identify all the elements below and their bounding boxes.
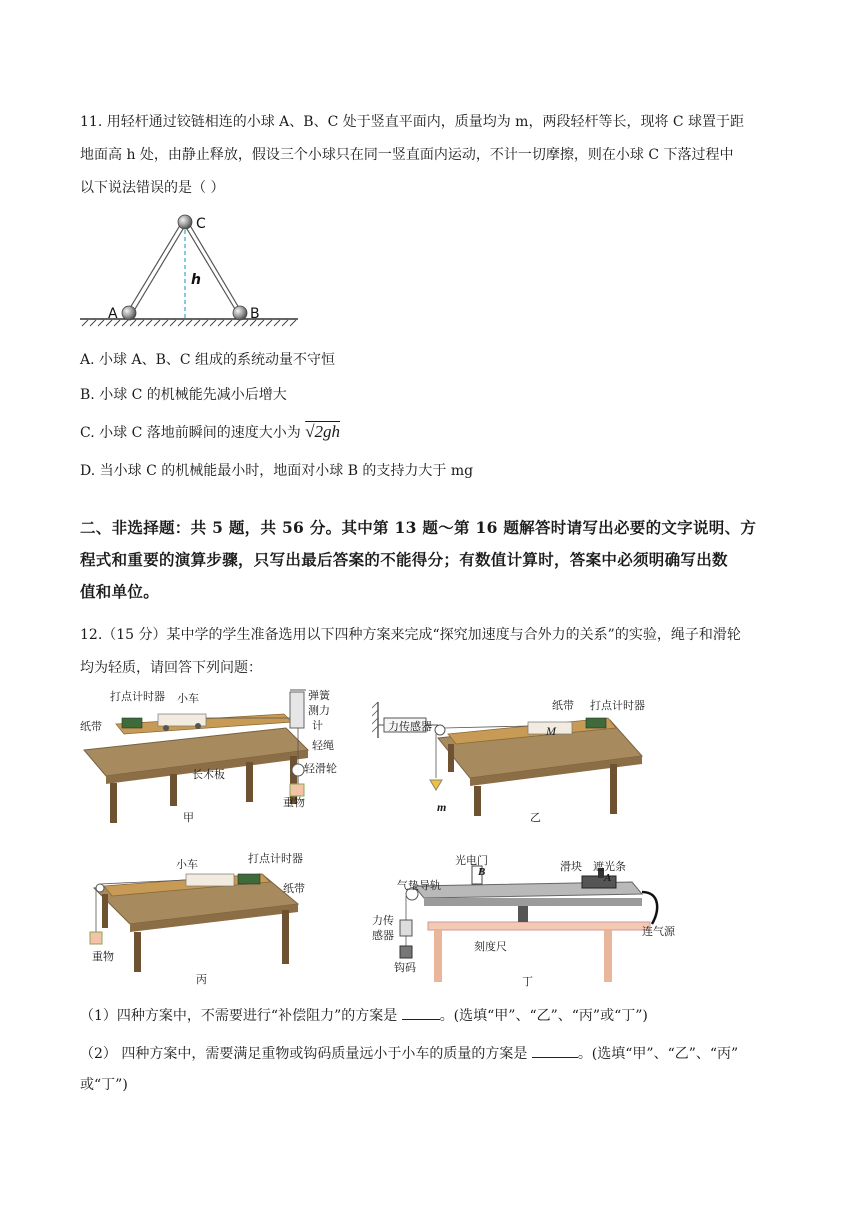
q11-option-b: B. 小球 C 的机械能先减小后增大 [80,387,287,403]
label-A: A [108,306,118,322]
ding-caption: 丁 [522,975,533,988]
ding-ruler-label: 刻度尺 [474,940,507,953]
ball-C [178,215,192,229]
bing-timer-label: 打点计时器 [248,852,303,865]
q12-sub2-answer-blank[interactable] [532,1043,578,1058]
jia-spring-label-2: 测力 [308,704,330,717]
q12-text-line1: 12.（15 分）某中学的学生准备选用以下四种方案来完成“探究加速度与合外力的关系”的实验，绳子和滑轮 [80,627,741,643]
jia-weight-label: 重物 [283,796,305,809]
section2-heading-line3: 值和单位。 [80,582,160,601]
jia-caption: 甲 [183,811,194,824]
q11-option-c-formula: √2gh [305,422,341,441]
ding-sensor-label-1: 力传 [372,914,394,927]
jia-rope-label: 轻绳 [312,739,334,752]
yi-timer-label: 打点计时器 [590,699,645,712]
ding-hook-label: 钩码 [394,961,416,974]
q11-text-line1: 11. 用轻杆通过铰链相连的小球 A、B、C 处于竖直平面内，质量均为 m，两段轻杆等长，现将 C 球置于距 [80,114,745,130]
label-B: B [250,306,260,322]
q11-option-a: A. 小球 A、B、C 组成的系统动量不守恒 [80,352,336,368]
label-h: h [191,272,201,288]
figure-bing [86,860,310,978]
jia-spring-label-1: 弹簧 [308,689,330,702]
q12-sub2 [80,1043,780,1064]
yi-mass-M-label: M [546,724,556,738]
yi-caption: 乙 [530,811,541,824]
ding-air-label: 连气源 [642,925,675,938]
figure-yi [372,698,646,822]
ding-A-label: A [604,872,612,884]
q12-sub1-text: （1）四种方案中，不需要进行“补偿阻力”的方案是 [80,1008,398,1024]
q12-sub2-text: （2） 四种方案中，需要满足重物或钩码质量远小于小车的质量的方案是 [80,1046,528,1062]
ding-sensor-label-2: 感器 [372,929,394,942]
jia-tape-label: 纸带 [80,720,102,733]
q12-sub1-tail: 。(选填“甲”、“乙”、“丙”或“丁”) [439,1008,648,1024]
jia-cart-label: 小车 [177,692,199,705]
jia-board-label: 长木板 [192,768,225,781]
q11-text-line2: 地面高 h 处，由静止释放，假设三个小球只在同一竖直面内运动，不计一切摩擦，则在小球 C 下落过程中 [80,147,734,163]
ding-track-label: 气垫导轨 [397,879,441,892]
yi-tape-label: 纸带 [552,699,574,712]
q11-figure-triangle [78,210,302,330]
ding-B-label: B [478,866,486,878]
q12-sub2-tail: 。(选填“甲”、“乙”、“丙” [577,1046,739,1062]
bing-caption: 丙 [196,973,207,986]
bing-weight-label: 重物 [92,950,114,963]
label-C: C [196,216,206,232]
jia-timer-label: 打点计时器 [110,690,165,703]
q12-sub1 [80,1005,780,1026]
ding-shade-label: 遮光条 [593,860,626,873]
bing-tape-label: 纸带 [283,882,305,895]
ding-photogate-label: 光电门 [455,854,488,867]
ball-B [233,306,247,320]
q11-option-c [80,422,340,443]
q12-sub1-answer-blank[interactable] [402,1005,440,1020]
q11-text-line3: 以下说法错误的是（ ） [80,180,225,196]
section2-heading-line2: 程式和重要的演算步骤，只写出最后答案的不能得分；有数值计算时，答案中必须明确写出数 [80,550,728,569]
bing-cart-label: 小车 [176,858,198,871]
q11-option-c-text: C. 小球 C 落地前瞬间的速度大小为 [80,425,301,441]
jia-pulley-label: 轻滑轮 [304,762,337,775]
jia-spring-label-3: 计 [312,719,323,732]
ding-slider-label: 滑块 [560,860,582,873]
q12-text-line2: 均为轻质，请回答下列问题： [80,660,262,676]
yi-mass-m-label: m [437,800,447,814]
q12-sub2-continued: 或“丁”) [80,1077,128,1093]
yi-sensor-label: 力传感器 [388,720,432,733]
q11-option-d: D. 当小球 C 的机械能最小时，地面对小球 B 的支持力大于 mg [80,463,474,479]
ball-A [122,306,136,320]
section2-heading-line1: 二、非选择题：共 5 题，共 56 分。其中第 13 题～第 16 题解答时请写出必要的文字说明、方 [80,518,757,537]
